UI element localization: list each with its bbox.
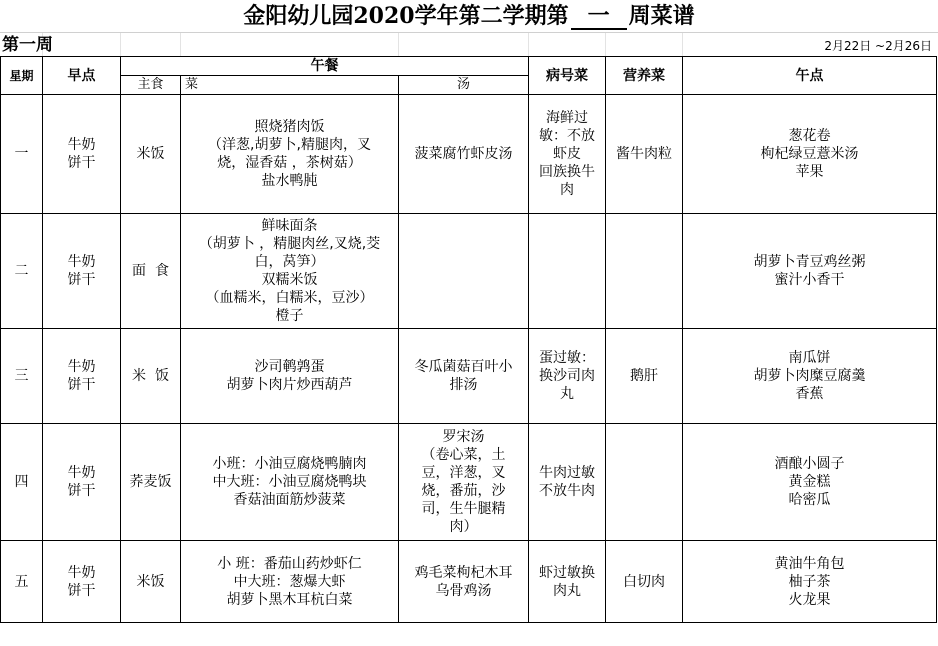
soup-cell bbox=[399, 329, 529, 424]
soup-cell bbox=[399, 95, 529, 214]
snack-cell-line: 黄金糕 bbox=[788, 474, 831, 490]
day-cell: 三 bbox=[1, 329, 43, 424]
menu-table bbox=[0, 56, 937, 623]
dish-cell-line: 胡萝卜黑木耳杭白菜 bbox=[226, 591, 353, 608]
day-cell: 五 bbox=[1, 541, 43, 623]
soup-cell-line: 罗宋汤 bbox=[442, 429, 485, 445]
menu-row bbox=[1, 329, 937, 424]
breakfast-cell bbox=[43, 329, 121, 424]
sick-meal-cell-line: 牛肉过敏 bbox=[539, 465, 595, 481]
dish-cell-line: 烧，湿香菇 ，茶树菇） bbox=[217, 155, 362, 171]
gridline bbox=[682, 33, 683, 57]
header-nutrition: 营养菜 bbox=[606, 57, 683, 95]
dish-cell bbox=[181, 329, 399, 424]
soup-cell-line: 肉） bbox=[449, 519, 478, 535]
sick-meal-cell-line: 丸 bbox=[560, 386, 574, 402]
dish-cell-line: 中大班：葱爆大虾 bbox=[233, 573, 346, 590]
breakfast-cell bbox=[43, 214, 121, 329]
soup-cell-line: 冬瓜菌菇百叶小 bbox=[414, 359, 513, 375]
snack-cell-line: 胡萝卜青豆鸡丝粥 bbox=[753, 254, 866, 270]
nutrition-cell: 鹅肝 bbox=[606, 329, 683, 424]
dish-cell-line: （胡萝卜 ，精腿肉丝,叉烧,茭 bbox=[198, 236, 381, 252]
soup-cell bbox=[399, 541, 529, 623]
day-cell: 二 bbox=[1, 214, 43, 329]
header-day: 星期 bbox=[1, 57, 43, 95]
gridline bbox=[398, 33, 399, 57]
sick-meal-cell-line: 换沙司肉 bbox=[539, 368, 595, 384]
soup-cell bbox=[399, 424, 529, 541]
dish-cell-line: 香菇油面筋炒菠菜 bbox=[233, 492, 346, 508]
soup-cell bbox=[399, 214, 529, 329]
sick-meal-cell-line: 肉丸 bbox=[553, 582, 581, 599]
staple-cell: 荞麦饭 bbox=[121, 424, 181, 541]
breakfast-cell-line: 牛奶 bbox=[67, 564, 96, 581]
sick-meal-cell bbox=[529, 95, 606, 214]
sick-meal-cell-line: 海鲜过 bbox=[546, 110, 588, 126]
soup-cell-line: （卷心菜，土 bbox=[421, 447, 506, 463]
title-week-blank: 一 bbox=[571, 4, 627, 30]
nutrition-cell: 酱牛肉粒 bbox=[606, 95, 683, 214]
breakfast-cell bbox=[43, 95, 121, 214]
soup-cell-line: 司，生牛腿精 bbox=[421, 501, 506, 517]
soup-cell-line: 鸡毛菜枸杞木耳 bbox=[414, 564, 513, 581]
nutrition-cell bbox=[606, 424, 683, 541]
dish-cell-line: 照烧猪肉饭 bbox=[254, 119, 325, 135]
title-suffix: 周菜谱 bbox=[628, 3, 695, 29]
soup-cell-line: 豆，洋葱，叉 bbox=[421, 465, 506, 481]
gridline bbox=[120, 33, 121, 57]
staple-cell: 面 食 bbox=[121, 214, 181, 329]
dish-cell-line: 双糯米饭 bbox=[261, 272, 318, 288]
header-sick-meal: 病号菜 bbox=[529, 57, 606, 95]
date-range: 2月22日 ~2月26日 bbox=[824, 39, 932, 53]
breakfast-cell bbox=[43, 424, 121, 541]
sick-meal-cell bbox=[529, 329, 606, 424]
dish-cell-line: 中大班：小油豆腐烧鸭块 bbox=[212, 474, 367, 490]
dish-cell bbox=[181, 214, 399, 329]
header-soup: 汤 bbox=[399, 76, 529, 95]
dish-cell-line: （洋葱,胡萝卜,精腿肉，叉 bbox=[208, 137, 371, 153]
header-row bbox=[1, 57, 937, 76]
snack-cell-line: 香蕉 bbox=[795, 386, 824, 402]
day-cell: 一 bbox=[1, 95, 43, 214]
dish-cell-line: 小 班：番茄山药炒虾仁 bbox=[217, 555, 362, 572]
dish-cell-line: （血糯米，白糯米，豆沙） bbox=[205, 290, 374, 306]
header-dish: 菜 bbox=[181, 76, 399, 95]
soup-cell-line: 菠菜腐竹虾皮汤 bbox=[414, 146, 513, 162]
breakfast-cell-line: 牛奶 bbox=[67, 137, 96, 153]
header-snack: 午点 bbox=[683, 57, 937, 95]
dish-cell bbox=[181, 424, 399, 541]
dish-cell-line: 橙子 bbox=[275, 308, 304, 324]
dish-cell-line: 盐水鸭肫 bbox=[261, 173, 318, 189]
soup-cell-line: 烧，番茄，沙 bbox=[421, 483, 506, 499]
snack-cell-line: 葱花卷 bbox=[788, 128, 831, 144]
breakfast-cell-line: 饼干 bbox=[67, 582, 96, 599]
menu-row bbox=[1, 424, 937, 541]
dish-cell-line: 白，莴笋） bbox=[254, 254, 325, 270]
title-prefix: 金阳幼儿园2020学年第二学期第 bbox=[243, 3, 569, 29]
dish-cell-line: 沙司鹌鹑蛋 bbox=[254, 359, 325, 375]
breakfast-cell-line: 饼干 bbox=[67, 483, 96, 499]
sick-meal-cell bbox=[529, 214, 606, 329]
snack-cell-line: 柚子茶 bbox=[788, 573, 831, 590]
snack-cell-line: 枸杞绿豆薏米汤 bbox=[760, 146, 859, 162]
snack-cell bbox=[683, 214, 937, 329]
dish-cell-line: 胡萝卜肉片炒西葫芦 bbox=[226, 377, 353, 393]
sick-meal-cell-line: 肉 bbox=[560, 182, 574, 198]
subtitle-bar bbox=[0, 32, 938, 57]
sick-meal-cell-line: 敏：不放 bbox=[539, 128, 595, 144]
staple-cell: 米 饭 bbox=[121, 329, 181, 424]
sick-meal-cell-line: 虾过敏换 bbox=[539, 564, 595, 581]
soup-cell-line: 排汤 bbox=[449, 377, 478, 393]
snack-cell-line: 哈密瓜 bbox=[788, 492, 831, 508]
sick-meal-cell-line: 不放牛肉 bbox=[539, 483, 595, 499]
header-lunch: 午餐 bbox=[121, 57, 529, 76]
snack-cell-line: 苹果 bbox=[795, 164, 824, 180]
sick-meal-cell bbox=[529, 541, 606, 623]
snack-cell-line: 黄油牛角包 bbox=[774, 555, 845, 572]
breakfast-cell-line: 饼干 bbox=[67, 272, 96, 288]
gridline bbox=[605, 33, 606, 57]
breakfast-cell-line: 牛奶 bbox=[67, 254, 96, 270]
sick-meal-cell-line: 蛋过敏： bbox=[539, 350, 595, 366]
snack-cell-line: 火龙果 bbox=[788, 591, 831, 608]
breakfast-cell-line: 饼干 bbox=[67, 377, 96, 393]
dish-cell-line: 小班：小油豆腐烧鸭腩肉 bbox=[212, 456, 367, 472]
gridline bbox=[528, 33, 529, 57]
menu-row bbox=[1, 541, 937, 623]
soup-cell-line: 乌骨鸡汤 bbox=[435, 582, 492, 599]
breakfast-cell bbox=[43, 541, 121, 623]
sick-meal-cell bbox=[529, 424, 606, 541]
breakfast-cell-line: 牛奶 bbox=[67, 465, 96, 481]
snack-cell-line: 酒酿小圆子 bbox=[774, 456, 845, 472]
snack-cell-line: 南瓜饼 bbox=[788, 350, 831, 366]
snack-cell bbox=[683, 541, 937, 623]
nutrition-cell bbox=[606, 214, 683, 329]
nutrition-cell: 白切肉 bbox=[606, 541, 683, 623]
dish-cell bbox=[181, 541, 399, 623]
snack-cell bbox=[683, 329, 937, 424]
page-title bbox=[0, 0, 938, 32]
snack-cell-line: 胡萝卜肉糜豆腐羹 bbox=[753, 368, 866, 384]
snack-cell bbox=[683, 95, 937, 214]
sick-meal-cell-line: 回族换牛 bbox=[539, 164, 595, 180]
menu-row bbox=[1, 95, 937, 214]
menu-body bbox=[1, 95, 937, 623]
week-label: 第一周 bbox=[2, 35, 53, 55]
dish-cell-line: 鲜味面条 bbox=[261, 218, 318, 234]
menu-row bbox=[1, 214, 937, 329]
snack-cell-line: 蜜汁小香干 bbox=[774, 272, 845, 288]
breakfast-cell-line: 牛奶 bbox=[67, 359, 96, 375]
breakfast-cell-line: 饼干 bbox=[67, 155, 96, 171]
header-breakfast: 早点 bbox=[43, 57, 121, 95]
snack-cell bbox=[683, 424, 937, 541]
dish-cell bbox=[181, 95, 399, 214]
staple-cell: 米饭 bbox=[121, 95, 181, 214]
sick-meal-cell-line: 虾皮 bbox=[553, 146, 581, 162]
staple-cell: 米饭 bbox=[121, 541, 181, 623]
gridline bbox=[180, 33, 181, 57]
day-cell: 四 bbox=[1, 424, 43, 541]
header-staple: 主食 bbox=[121, 76, 181, 95]
